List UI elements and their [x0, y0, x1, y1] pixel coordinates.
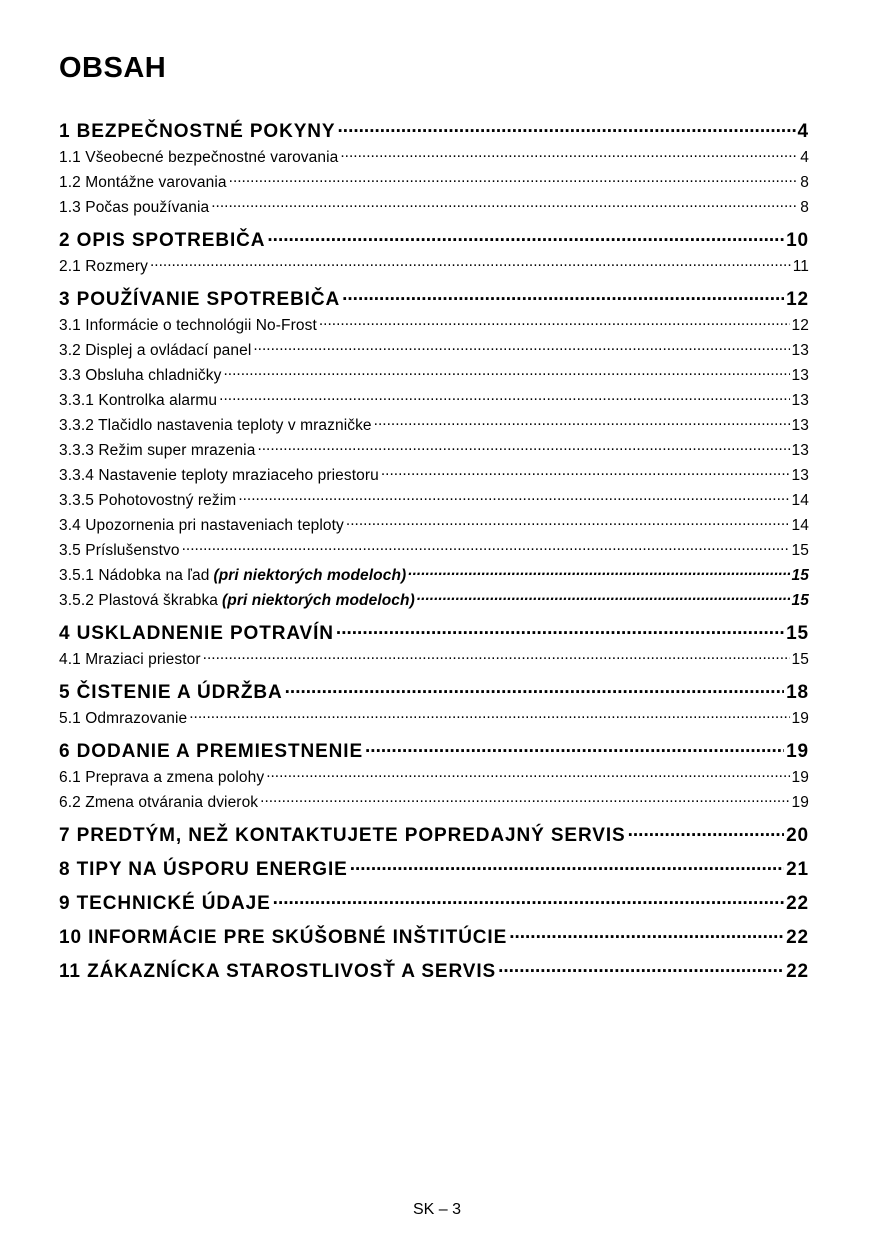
toc-section-entry[interactable] [59, 363, 809, 388]
toc-entry-title: 10 INFORMÁCIE PRE SKÚŠOBNÉ INŠTITÚCIE [59, 927, 508, 948]
toc-entry-title: 7 PREDTÝM, NEŽ KONTAKTUJETE POPREDAJNÝ SERVIS [59, 825, 626, 846]
dot-leader [266, 765, 789, 790]
dot-leader [238, 488, 789, 513]
dot-leader [346, 513, 790, 538]
toc-page-number: 13 [791, 417, 809, 434]
toc-entry-title: 1.2 Montážne varovania [59, 174, 227, 191]
toc-page-number: 8 [800, 174, 809, 191]
toc-page-number: 4 [797, 121, 809, 142]
dot-leader [336, 620, 784, 647]
toc-section-entry[interactable] [59, 463, 809, 488]
toc-page-number: 13 [791, 367, 809, 384]
toc-section-entry[interactable] [59, 513, 809, 538]
page-footer: SK – 3 [412, 1201, 462, 1218]
toc-page-number: 13 [791, 442, 809, 459]
toc-chapter-entry[interactable] [59, 822, 809, 849]
toc-page-number: 19 [791, 794, 809, 811]
toc-section-entry[interactable] [59, 413, 809, 438]
toc-entry-title: 6.2 Zmena otvárania dvierok [59, 794, 259, 811]
toc-chapter-entry[interactable] [59, 890, 809, 917]
toc-section-entry[interactable] [59, 538, 809, 563]
toc-page-number: 19 [791, 769, 809, 786]
dot-leader [229, 170, 799, 195]
dot-leader [381, 463, 790, 488]
toc-chapter-entry[interactable] [59, 924, 809, 951]
toc-chapter-entry[interactable] [59, 286, 809, 313]
toc-page-number: 19 [791, 710, 809, 727]
toc-entry-title: 3.3.3 Režim super mrazenia [59, 442, 256, 459]
toc-entry-title: 8 TIPY NA ÚSPORU ENERGIE [59, 859, 348, 880]
toc-entry-title: 4 USKLADNENIE POTRAVÍN [59, 623, 334, 644]
toc-entry-title: 6.1 Preprava a zmena polohy [59, 769, 265, 786]
toc-page-number: 13 [791, 342, 809, 359]
toc-entry-title: 4.1 Mraziaci priestor [59, 651, 201, 668]
toc-section-entry[interactable] [59, 170, 809, 195]
dot-leader [342, 286, 784, 313]
toc-entry-title: 1 BEZPEČNOSTNÉ POKYNY [59, 121, 336, 142]
toc-page-number: 21 [786, 859, 809, 880]
toc-entry-title: 3.5.1 Nádobka na ľad [59, 567, 210, 584]
toc-page-number: 22 [786, 893, 809, 914]
toc-entry-title: 3.3.2 Tlačidlo nastavenia teploty v mrazničke [59, 417, 372, 434]
toc-page-number: 13 [791, 392, 809, 409]
toc-entry-title: 2 OPIS SPOTREBIČA [59, 230, 266, 251]
dot-leader [253, 338, 789, 363]
toc-chapter-entry[interactable] [59, 958, 809, 985]
toc-entry-note: (pri niektorých modeloch) [213, 567, 407, 584]
toc-page-number: 14 [791, 517, 809, 534]
toc-entry-title: 3.3.5 Pohotovostný režim [59, 492, 237, 509]
dot-leader [498, 958, 784, 985]
toc-page-number: 8 [800, 199, 809, 216]
toc-page-number: 15 [791, 651, 809, 668]
toc-page-number: 15 [791, 592, 809, 609]
toc-entry-title: 5.1 Odmrazovanie [59, 710, 188, 727]
toc-entry-title: 3.3.4 Nastavenie teploty mraziaceho priestoru [59, 467, 379, 484]
toc-entry-title: 6 DODANIE A PREMIESTNENIE [59, 741, 364, 762]
toc-chapter-entry[interactable] [59, 118, 809, 145]
toc-page-number: 18 [786, 682, 809, 703]
dot-leader [319, 313, 790, 338]
dot-leader [285, 679, 784, 706]
dot-leader [189, 706, 789, 731]
toc-chapter-entry[interactable] [59, 738, 809, 765]
toc-page-number: 11 [792, 258, 809, 275]
dot-leader [182, 538, 790, 563]
toc-section-entry[interactable] [59, 338, 809, 363]
toc-section-entry[interactable] [59, 790, 809, 815]
toc-entry-title: 3 POUŽÍVANIE SPOTREBIČA [59, 289, 341, 310]
dot-leader [257, 438, 789, 463]
toc-page-number: 13 [791, 467, 809, 484]
toc-entry-title: 1.1 Všeobecné bezpečnostné varovania [59, 149, 339, 166]
dot-leader [350, 856, 784, 883]
toc-section-entry[interactable] [59, 706, 809, 731]
toc-entry-title: 1.3 Počas používania [59, 199, 210, 216]
toc-section-entry[interactable] [59, 647, 809, 672]
dot-leader [273, 890, 784, 917]
toc-page-number: 14 [791, 492, 809, 509]
dot-leader [417, 588, 790, 613]
dot-leader [150, 254, 791, 279]
dot-leader [267, 227, 784, 254]
toc-entry-title: 3.2 Displej a ovládací panel [59, 342, 252, 359]
toc-entry-note: (pri niektorých modeloch) [222, 592, 415, 609]
dot-leader [211, 195, 798, 220]
dot-leader [365, 738, 784, 765]
dot-leader [509, 924, 784, 951]
toc-section-entry[interactable] [59, 388, 809, 413]
toc-entry-title: 3.5 Príslušenstvo [59, 542, 180, 559]
toc-page-number: 4 [800, 149, 809, 166]
toc-page-number: 15 [786, 623, 809, 644]
toc-section-entry[interactable] [59, 195, 809, 220]
toc-chapter-entry[interactable] [59, 679, 809, 706]
toc-entry-title: 11 ZÁKAZNÍCKA STAROSTLIVOSŤ A SERVIS [59, 961, 497, 982]
dot-leader [628, 822, 784, 849]
toc-section-entry[interactable] [59, 765, 809, 790]
toc-entry-title: 9 TECHNICKÉ ÚDAJE [59, 893, 271, 914]
dot-leader [408, 563, 789, 588]
toc-page-number: 22 [786, 961, 809, 982]
toc-page-number: 12 [786, 289, 809, 310]
toc-chapter-entry[interactable] [59, 227, 809, 254]
toc-section-entry[interactable] [59, 588, 809, 613]
toc-section-entry[interactable] [59, 438, 809, 463]
toc-entry-title: 2.1 Rozmery [59, 258, 148, 275]
dot-leader [340, 145, 798, 170]
dot-leader [223, 363, 789, 388]
dot-leader [219, 388, 789, 413]
dot-leader [203, 647, 790, 672]
toc-entry-title: 3.4 Upozornenia pri nastaveniach teploty [59, 517, 344, 534]
toc-page-number: 15 [791, 567, 809, 584]
dot-leader [260, 790, 789, 815]
dot-leader [374, 413, 790, 438]
toc-entry-title: 3.3.1 Kontrolka alarmu [59, 392, 218, 409]
toc-page-number: 20 [786, 825, 809, 846]
toc-chapter-entry[interactable] [59, 620, 809, 647]
dot-leader [338, 118, 796, 145]
toc-page-number: 15 [791, 542, 809, 559]
toc-section-entry[interactable] [59, 313, 809, 338]
toc-page-number: 12 [791, 317, 809, 334]
toc-section-entry[interactable] [59, 254, 809, 279]
toc-section-entry[interactable] [59, 563, 809, 588]
toc-entry-title: 5 ČISTENIE A ÚDRŽBA [59, 682, 283, 703]
toc-page-number: 19 [786, 741, 809, 762]
page-title: OBSAH [59, 52, 167, 84]
toc-chapter-entry[interactable] [59, 856, 809, 883]
table-of-contents [59, 118, 809, 985]
toc-entry-title: 3.5.2 Plastová škrabka [59, 592, 219, 609]
toc-section-entry[interactable] [59, 488, 809, 513]
toc-page-number: 22 [786, 927, 809, 948]
toc-page-number: 10 [786, 230, 809, 251]
toc-entry-title: 3.3 Obsluha chladničky [59, 367, 222, 384]
toc-section-entry[interactable] [59, 145, 809, 170]
toc-entry-title: 3.1 Informácie o technológii No-Frost [59, 317, 317, 334]
